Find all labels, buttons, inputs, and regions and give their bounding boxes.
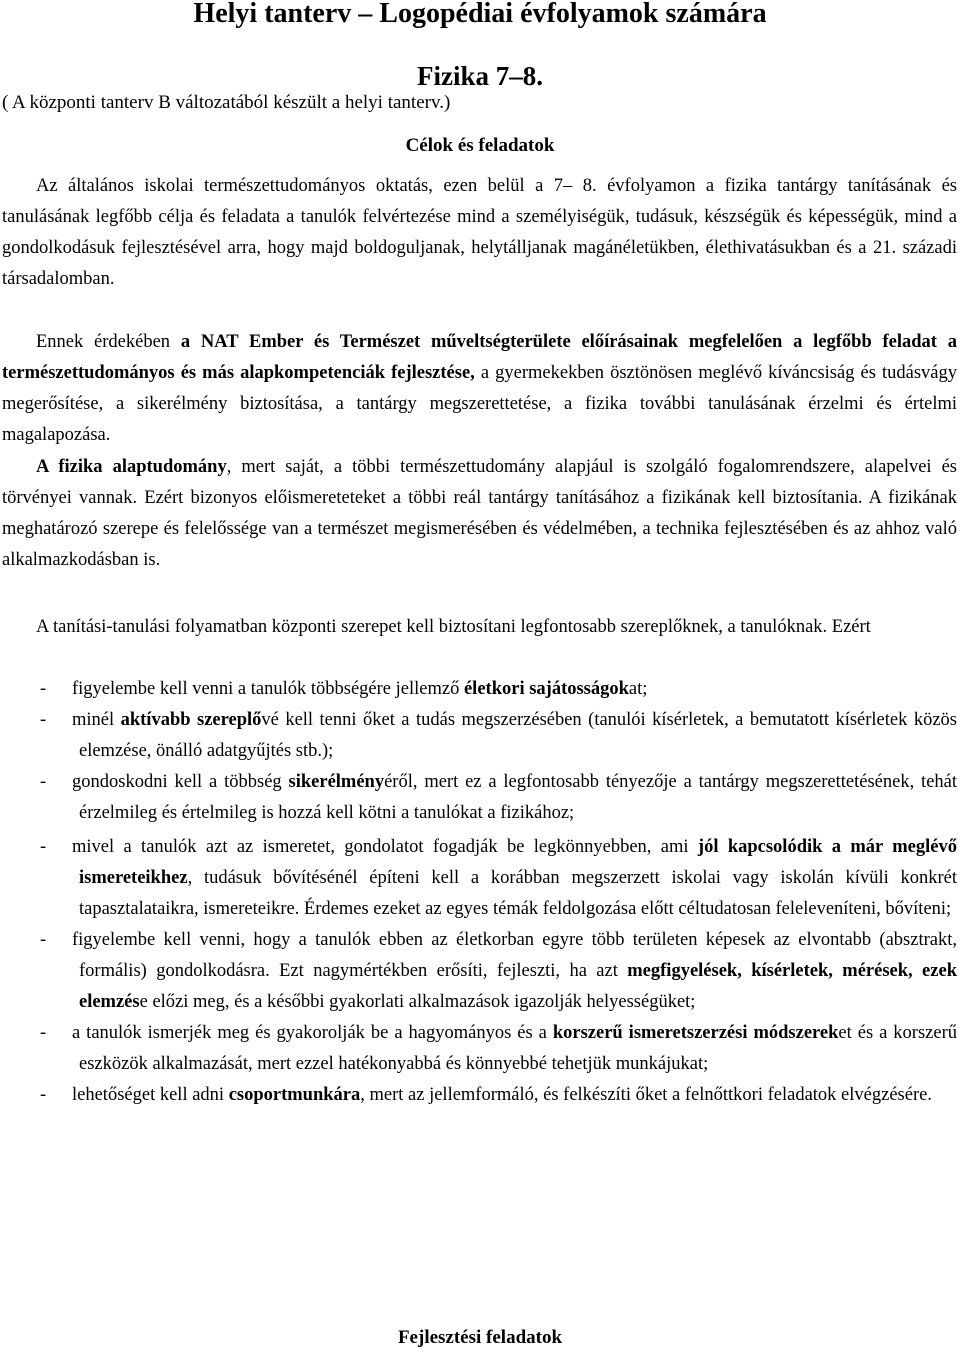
list-item xyxy=(2,1080,957,1111)
paragraph-nat xyxy=(2,327,957,451)
list-item-bold: jól kapcsolódik a már meglévő ismereteikhez xyxy=(79,837,957,888)
paragraph-basic-science xyxy=(2,452,957,576)
list-item xyxy=(2,767,957,829)
list-item-text: vé kell tenni őket a tudás megszerzésében (tanulói kísérletek, a bemutatott kísérletek közös elemzése, önálló adatgyűjtés stb.); xyxy=(79,710,957,761)
paragraph-nat-text-a: Ennek érdekében xyxy=(36,332,181,352)
curriculum-note: ( A központi tanterv B változatából készült a helyi tanterv.) xyxy=(2,92,451,113)
paragraph-learning-process xyxy=(2,612,957,643)
list-item-text: at; xyxy=(628,679,648,699)
document-title: Helyi tanterv – Logopédiai évfolyamok számára xyxy=(193,0,767,29)
list-item-bold: korszerű ismeretszerzési módszerek xyxy=(552,1023,839,1043)
list-item-bold: megfigyelések, kísérletek, mérések, ezek elemzés xyxy=(79,961,957,1012)
list-item-bold: életkori sajátosságok xyxy=(463,679,629,699)
section-title-goals: Célok és feladatok xyxy=(405,135,555,156)
list-item xyxy=(2,674,957,705)
list-dash: - xyxy=(40,1023,47,1043)
list-item xyxy=(2,925,957,1018)
list-item-text: et és a korszerű eszközök alkalmazását, mert ezzel hatékonyabbá és könnyebbé tehetjük munkájukat; xyxy=(79,1023,957,1074)
list-item-text: mivel a tanulók azt az ismeretet, gondolatot fogadják be legkönnyebben, ami xyxy=(72,837,698,857)
section-title-development: Fejlesztési feladatok xyxy=(397,1327,563,1348)
paragraph-nat-text-c: a gyermekekben ösztönösen meglévő kíváncsiság és tudásvágy megerősítése, a sikerélmény biztosítása, a tantárgy megszerettetése, a fizika további tanulásának érzelmi és értelmi magalapozása. xyxy=(2,363,957,445)
list-item-text: a tanulók ismerjék meg és gyakorolják be a hagyományos és a xyxy=(72,1023,553,1043)
list-item-text: , tudásuk bővítésénél építeni kell a korábban megszerzett iskolai vagy iskolán kívüli konkrét tapasztalataikra, ismereteikre. Érdemes ezeket az egyes témák feldolgozása előtt céltudatosan feleleveníteni, bővíteni; xyxy=(79,868,957,919)
paragraph-nat-bold: a NAT Ember és Természet műveltségterülete előírásainak megfelelően a legfőbb feladat a természettudományos és más alapkompetenciák fejlesztése, xyxy=(2,332,957,383)
list-dash: - xyxy=(40,1085,47,1105)
paragraph-intro xyxy=(2,171,957,295)
list-dash: - xyxy=(40,772,47,792)
list-item xyxy=(2,1018,957,1080)
list-item-text: e előzi meg, és a későbbi gyakorlati alkalmazások igazolják helyességüket; xyxy=(139,992,696,1012)
list-item-bold: sikerélmény xyxy=(288,772,385,792)
list-item-text: lehetőséget kell adni xyxy=(72,1085,229,1105)
list-item-text: minél xyxy=(72,710,121,730)
list-item xyxy=(2,705,957,767)
paragraph-basic-science-text: , mert saját, a többi természettudomány alapjául is szolgáló fogalomrendszere, alapelvei és törvényei vannak. Ezért bizonyos előismereteteket a többi reál tantárgy tanításához a fizikának kell biztosítania. A fizikának meghatározó szerepe és felelőssége van a természet megismerésében és védelmében, a technika fejlesztésében és az ahhoz való alkalmazkodásban is. xyxy=(2,457,957,570)
list-item-text: éről, mert ez a legfontosabb tényezője a tantárgy megszerettetésének, tehát érzelmileg és értelmileg is hozzá kell kötni a tanulókat a fizikához; xyxy=(79,772,958,823)
paragraph-intro-text: Az általános iskolai természettudományos oktatás, ezen belül a 7– 8. évfolyamon a fizika tantárgy tanításának és tanulásának legfőbb célja és feladata a tanulók felvértezése mind a személyiségük, tudásuk, készségük és képességük, mind a gondolkodásuk fejlesztésével arra, hogy majd boldoguljanak, helytálljanak magánéletükben, élethivatásukban és a 21. századi társadalomban. xyxy=(2,176,957,289)
list-dash: - xyxy=(40,679,47,699)
list-item-text: , mert az jellemformáló, és felkészíti őket a felnőttkori feladatok elvégzésére. xyxy=(360,1085,932,1105)
list-item-text: figyelembe kell venni, hogy a tanulók ebben az életkorban egyre több területen képesek az elvontabb (absztrakt, formális) gondolkodásra. Ezt nagymértékben erősíti, fejleszti, ha azt xyxy=(72,930,957,981)
list-item-text: gondoskodni kell a többség xyxy=(72,772,289,792)
list-item-bold: csoportmunkára xyxy=(228,1085,361,1105)
paragraph-learning-process-text: A tanítási-tanulási folyamatban központi szerepet kell biztosítani legfontosabb szereplőknek, a tanulóknak. Ezért xyxy=(36,617,871,637)
subject-title: Fizika 7–8. xyxy=(417,61,543,91)
list-item xyxy=(2,832,957,925)
list-dash: - xyxy=(40,837,47,857)
list-item-text: figyelembe kell venni a tanulók többségére jellemző xyxy=(72,679,464,699)
requirements-list xyxy=(2,674,957,1111)
list-dash: - xyxy=(40,710,47,730)
list-item-bold: aktívabb szereplő xyxy=(120,710,262,730)
list-dash: - xyxy=(40,930,47,950)
paragraph-basic-science-bold: A fizika alaptudomány xyxy=(36,457,227,477)
